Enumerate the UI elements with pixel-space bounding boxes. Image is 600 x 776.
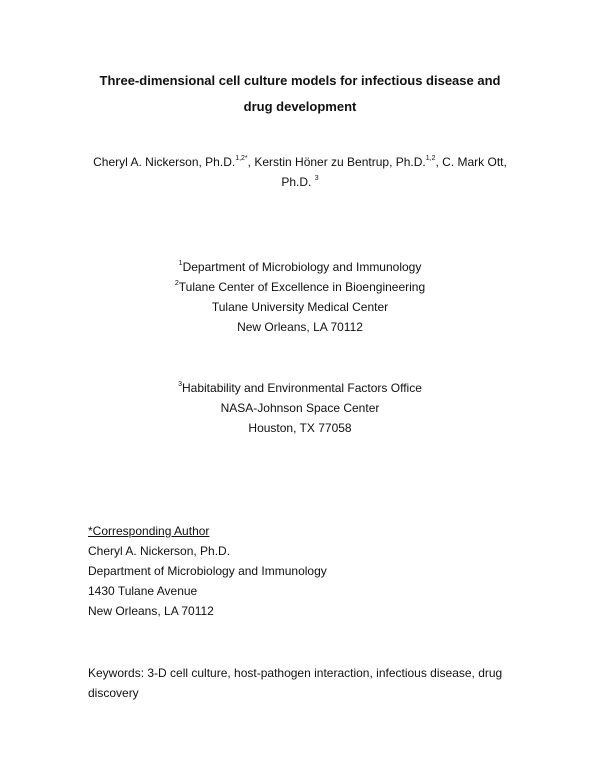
affiliation-2-marker: 2 — [174, 280, 179, 287]
paper-title — [60, 68, 540, 120]
corresponding-author-name: Cheryl A. Nickerson, Ph.D. — [88, 544, 231, 558]
keywords-line-1: Keywords: 3-D cell culture, host-pathogen interaction, infectious disease, drug — [88, 666, 503, 680]
keywords-block — [88, 663, 518, 703]
affiliation-2-line-1 — [100, 378, 500, 398]
corresponding-author-block — [88, 521, 508, 621]
author-line-2 — [70, 172, 530, 192]
corresponding-author-city: New Orleans, LA 70112 — [88, 604, 214, 618]
corresponding-author-dept: Department of Microbiology and Immunology — [88, 564, 327, 578]
affiliation-1-line-4: New Orleans, LA 70112 — [237, 320, 363, 334]
author-list — [70, 152, 530, 192]
author-ott: , C. Mark Ott, — [435, 155, 507, 169]
affiliation-1-marker: 1 — [178, 260, 183, 267]
affiliation-block-1 — [100, 257, 500, 337]
affiliation-3-marker: 3 — [178, 381, 182, 388]
author-bentrup-affil: 1,2 — [425, 155, 436, 162]
affiliation-1-line-1 — [100, 257, 500, 277]
keywords-line-2: discovery — [88, 686, 139, 700]
author-separator: , — [247, 155, 255, 169]
affiliation-1-line-2 — [100, 277, 500, 297]
affiliation-block-2 — [100, 378, 500, 438]
affiliation-1-line-3: Tulane University Medical Center — [211, 300, 389, 314]
author-nickerson: Cheryl A. Nickerson, Ph.D. — [93, 155, 236, 169]
author-ott-affil: 3 — [314, 175, 319, 182]
affiliation-2-line-2: NASA-Johnson Space Center — [220, 401, 380, 415]
affiliation-2-office: Habitability and Environmental Factors Office — [182, 381, 422, 395]
author-bentrup: Kerstin Höner zu Bentrup, Ph.D. — [254, 155, 426, 169]
affiliation-2-line-3: Houston, TX 77058 — [248, 421, 352, 435]
affiliation-1-center: Tulane Center of Excellence in Bioengineering — [178, 280, 426, 294]
title-line-1: Three-dimensional cell culture models for infectious disease and — [99, 73, 501, 88]
author-nickerson-affil: 1,2* — [235, 155, 248, 162]
title-line-2: drug development — [243, 99, 357, 114]
corresponding-author-header: *Corresponding Author — [88, 524, 210, 538]
author-ott-degree: Ph.D. — [281, 175, 312, 189]
corresponding-author-street: 1430 Tulane Avenue — [88, 584, 198, 598]
author-line-1 — [70, 152, 530, 172]
affiliation-1-dept: Department of Microbiology and Immunology — [182, 260, 422, 274]
